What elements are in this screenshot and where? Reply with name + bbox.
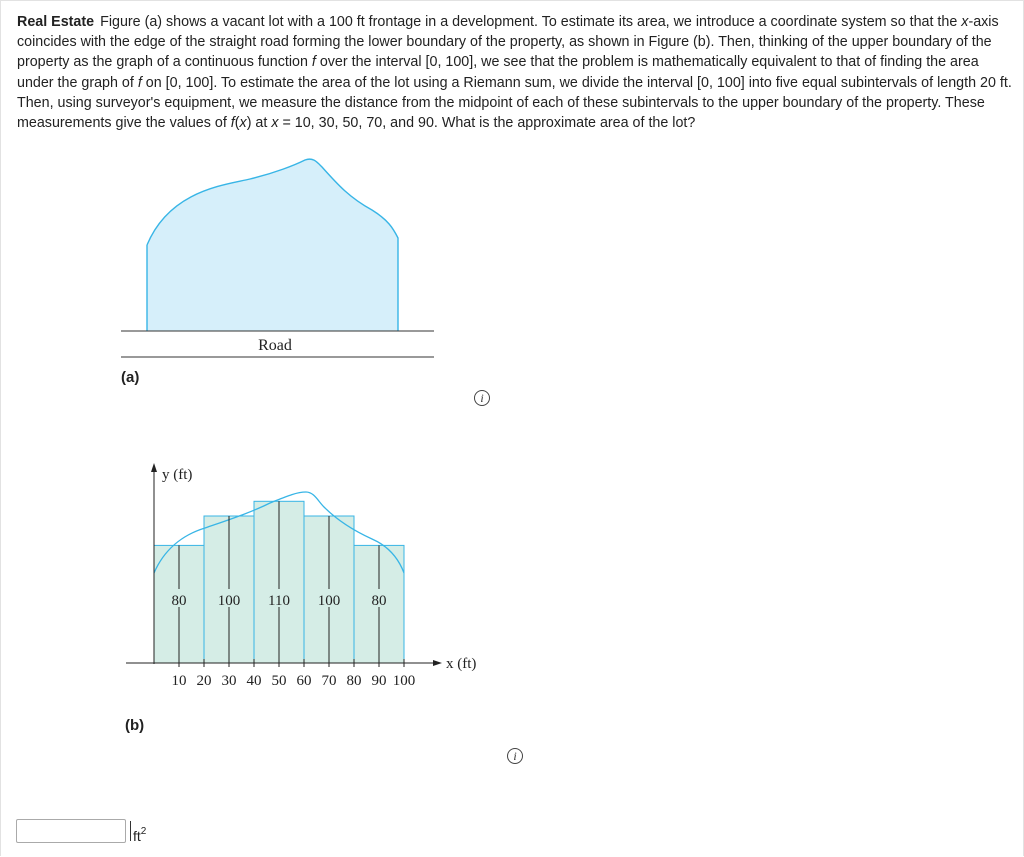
- math-var: x: [961, 14, 969, 30]
- info-icon[interactable]: i: [507, 748, 523, 764]
- x-axis-arrow: [433, 660, 442, 666]
- math-var: f: [230, 115, 235, 132]
- value-label: 80: [171, 593, 187, 609]
- math-var: f: [311, 54, 316, 71]
- figure-a-label: (a): [121, 369, 140, 386]
- x-tick-label: 30: [221, 673, 237, 689]
- unit-exponent: 2: [140, 826, 147, 837]
- x-tick-label: 60: [296, 673, 312, 689]
- problem-text-part: -axis coincides with the edge of the straight road forming the lower boundary of the property, as shown in Figure (b). Then, thinking of the upper boundary of the property as the graph of a continuous function: [17, 14, 999, 71]
- unit-label: [130, 821, 147, 844]
- figure-b-label: (b): [125, 717, 145, 734]
- x-tick-label: 80: [346, 673, 362, 689]
- figure-a: [110, 150, 450, 370]
- x-tick-label: 20: [196, 673, 212, 689]
- math-var: x: [271, 115, 279, 132]
- problem-text-part: ) at: [246, 115, 272, 132]
- x-axis-label: x (ft): [446, 656, 477, 672]
- x-tick-label: 100: [392, 673, 416, 689]
- x-tick-label: 70: [321, 673, 337, 689]
- problem-text-part: = 10, 30, 50, 70, and 90. What is the approximate area of the lot?: [278, 115, 696, 132]
- answer-input[interactable]: [16, 819, 126, 843]
- problem-text-part: (: [234, 115, 240, 132]
- x-tick-label: 90: [371, 673, 387, 689]
- problem-label: Real Estate: [17, 14, 95, 30]
- info-icon[interactable]: i: [474, 390, 490, 406]
- lot-shape: [147, 159, 398, 331]
- y-axis-label: y (ft): [162, 467, 193, 483]
- x-tick-label: 40: [246, 673, 262, 689]
- road-label: Road: [258, 337, 292, 354]
- value-label: 80: [371, 593, 387, 609]
- problem-text-part: on [0, 100]. To estimate the area of the lot using a Riemann sum, we divide the interval [0, 100] into five equal subintervals of length 20 ft. Then, using surveyor's equipment, we measure the distance from the midpoint of each of these subintervals to the upper boundary of the property. These measurements give the values of: [17, 74, 1012, 132]
- y-axis-arrow: [151, 463, 157, 472]
- x-tick-label: 10: [171, 673, 187, 689]
- problem-text-part: over the interval [0, 100], we see that the problem is mathematically equivalent to that of finding the area under the graph of: [17, 54, 979, 91]
- math-var: f: [137, 74, 142, 91]
- problem-text: [17, 12, 1012, 133]
- value-label: 100: [317, 593, 341, 609]
- math-var: x: [239, 115, 247, 132]
- x-tick-label: 50: [271, 673, 287, 689]
- unit-text: ft: [133, 828, 141, 844]
- figure-b-chart: [120, 455, 500, 700]
- value-label: 100: [217, 593, 241, 609]
- value-label: 110: [268, 593, 290, 609]
- problem-text-part: Figure (a) shows a vacant lot with a 100 ft frontage in a development. To estimate its area, we introduce a coordinate system so that the: [100, 14, 962, 30]
